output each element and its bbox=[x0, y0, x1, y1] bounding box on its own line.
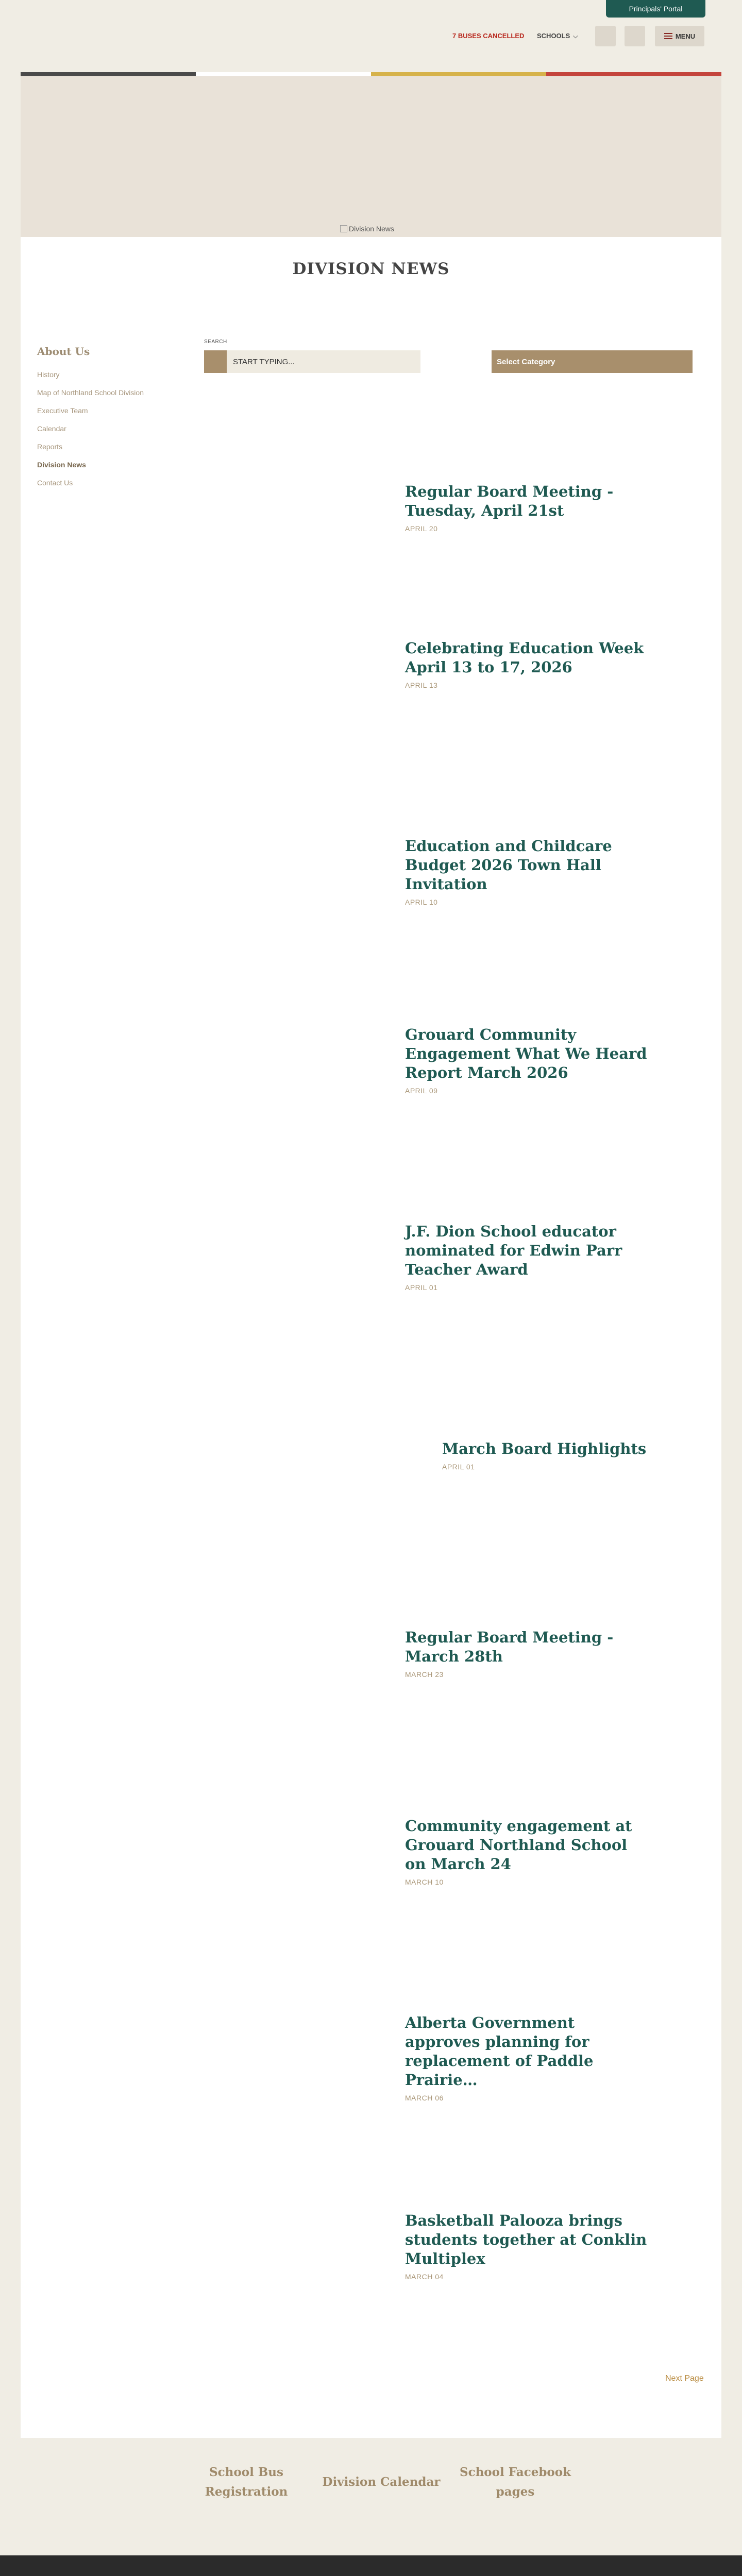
sidebar-item-executive-team[interactable]: Executive Team bbox=[37, 406, 88, 415]
header-bar bbox=[0, 26, 742, 46]
quick-link-bus-registration[interactable]: School Bus Registration bbox=[205, 2465, 288, 2499]
news-item[interactable] bbox=[405, 1817, 652, 1886]
hero-image-alt bbox=[340, 225, 394, 233]
search-toggle-button[interactable] bbox=[595, 26, 616, 46]
news-date: MARCH 10 bbox=[405, 1878, 444, 1886]
chevron-down-icon: ⌵ bbox=[573, 32, 578, 40]
page-title: DIVISION NEWS bbox=[292, 260, 450, 278]
news-title[interactable]: March Board Highlights bbox=[442, 1440, 647, 1458]
sidebar-item-calendar[interactable]: Calendar bbox=[37, 425, 66, 433]
sidebar-nav bbox=[37, 370, 150, 496]
menu-label: MENU bbox=[675, 32, 696, 40]
news-title[interactable]: Regular Board Meeting - March 28th bbox=[405, 1629, 614, 1665]
color-stripe bbox=[196, 72, 371, 76]
news-date: APRIL 20 bbox=[405, 524, 438, 533]
news-title[interactable]: J.F. Dion School educator nominated for Edwin Parr Teacher Award bbox=[405, 1223, 622, 1278]
hamburger-icon bbox=[664, 33, 672, 39]
menu-button[interactable] bbox=[655, 26, 704, 46]
sidebar-item-history[interactable]: History bbox=[37, 370, 60, 379]
search-input[interactable] bbox=[227, 358, 412, 366]
sidebar-item-map[interactable]: Map of Northland School Division bbox=[37, 388, 144, 397]
sidebar-item-contact-us[interactable]: Contact Us bbox=[37, 479, 73, 487]
quick-link-division-calendar[interactable]: Division Calendar bbox=[322, 2475, 441, 2489]
search-box bbox=[204, 350, 420, 373]
search-icon[interactable] bbox=[204, 350, 227, 373]
category-select[interactable]: Select Category bbox=[492, 350, 693, 373]
next-page-link[interactable]: Next Page bbox=[665, 2374, 704, 2383]
quick-link-facebook-pages[interactable]: School Facebook pages bbox=[459, 2465, 571, 2499]
color-stripe bbox=[546, 72, 721, 76]
news-date: APRIL 13 bbox=[405, 681, 438, 689]
news-item[interactable] bbox=[405, 1025, 652, 1095]
news-date: MARCH 04 bbox=[405, 2273, 444, 2281]
news-item[interactable] bbox=[405, 1222, 652, 1292]
sidebar-item-reports[interactable]: Reports bbox=[37, 443, 63, 451]
main-content-card bbox=[21, 72, 721, 2438]
broken-image-icon bbox=[340, 225, 347, 232]
news-item[interactable] bbox=[405, 639, 652, 689]
translate-button[interactable] bbox=[625, 26, 645, 46]
news-date: MARCH 06 bbox=[405, 2094, 444, 2102]
news-title[interactable]: Education and Childcare Budget 2026 Town Hall Invitation bbox=[405, 837, 612, 893]
news-title[interactable]: Community engagement at Grouard Northland School on March 24 bbox=[405, 1817, 632, 1873]
color-stripe bbox=[21, 72, 196, 76]
news-title[interactable]: Alberta Government approves planning for replacement of Paddle Prairie… bbox=[405, 2014, 594, 2089]
news-date: APRIL 10 bbox=[405, 898, 438, 906]
news-title[interactable]: Basketball Palooza brings students together at Conklin Multiplex bbox=[405, 2212, 647, 2267]
schools-label: SCHOOLS bbox=[537, 32, 570, 40]
news-item[interactable] bbox=[405, 2211, 652, 2281]
news-item[interactable] bbox=[405, 2013, 652, 2102]
news-title[interactable]: Celebrating Education Week April 13 to 17, 2026 bbox=[405, 639, 644, 676]
news-item[interactable] bbox=[405, 837, 652, 906]
site-footer bbox=[0, 2555, 742, 2576]
news-title[interactable]: Regular Board Meeting - Tuesday, April 21st bbox=[405, 483, 614, 519]
news-item[interactable] bbox=[405, 1628, 652, 1679]
buses-cancelled-link[interactable]: 7 BUSES CANCELLED bbox=[452, 32, 525, 40]
hero-alt-text: Division News bbox=[349, 225, 394, 233]
sidebar-title: About Us bbox=[37, 345, 90, 358]
news-title[interactable]: Grouard Community Engagement What We Heard Report March 2026 bbox=[405, 1026, 647, 1081]
news-date: APRIL 09 bbox=[405, 1087, 438, 1095]
news-item[interactable] bbox=[442, 1439, 689, 1471]
sidebar-item-division-news[interactable]: Division News bbox=[37, 461, 86, 469]
hero-banner bbox=[21, 76, 721, 237]
news-item[interactable] bbox=[405, 482, 652, 533]
search-label: SEARCH bbox=[204, 339, 227, 345]
principals-portal-button[interactable]: Principals' Portal bbox=[606, 0, 705, 18]
schools-dropdown[interactable] bbox=[537, 32, 578, 40]
news-date: MARCH 23 bbox=[405, 1670, 444, 1679]
news-date: APRIL 01 bbox=[442, 1463, 475, 1471]
color-stripe bbox=[371, 72, 546, 76]
news-date: APRIL 01 bbox=[405, 1283, 438, 1292]
